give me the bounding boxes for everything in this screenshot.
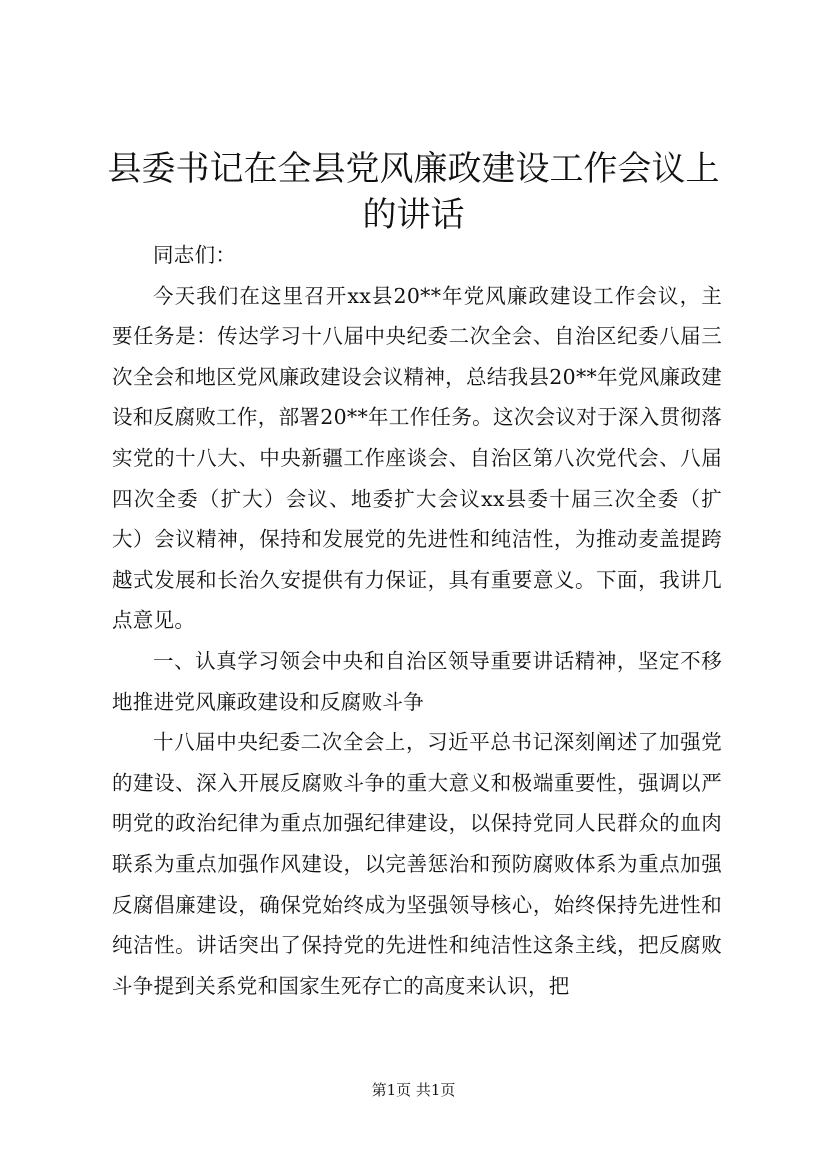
document-title: 县委书记在全县党风廉政建设工作会议上的讲话	[107, 149, 720, 235]
section-heading-1: 一、认真学习领会中央和自治区领导重要讲话精神，坚定不移地推进党风廉政建设和反腐败斗争	[112, 648, 722, 714]
paragraph-section-1: 十八届中央纪委二次全会上，习近平总书记深刻阐述了加强党的建设、深入开展反腐败斗争的重大意义和极端重要性，强调以严明党的政治纪律为重点加强纪律建设，以保持党同人民群众的血肉联系为重点加强作风建设，以完善惩治和预防腐败体系为重点加强反腐倡廉建设，确保党始终成为坚强领导核心，始终保持先进性和纯洁性。讲话突出了保持党的先进性和纯洁性这条主线，把反腐败斗争提到关系党和国家生死存亡的高度来认识，把	[112, 730, 722, 998]
page-number: 第1页 共1页	[371, 1081, 456, 1099]
salutation: 同志们：	[153, 243, 237, 267]
document-body	[112, 235, 722, 1006]
paragraph-intro: 今天我们在这里召开xx县20**年党风廉政建设工作会议，主要任务是：传达学习十八届中央纪委二次全会、自治区纪委八届三次全会和地区党风廉政建设会议精神，总结我县20**年党风廉政建设和反腐败工作，部署20**年工作任务。这次会议对于深入贯彻落实党的十八大、中央新疆工作座谈会、自治区第八次党代会、八届四次全委（扩大）会议、地委扩大会议xx县委十届三次全委（扩大）会议精神，保持和发展党的先进性和纯洁性，为推动麦盖提跨越式发展和长治久安提供有力保证，具有重要意义。下面，我讲几点意见。	[112, 283, 722, 633]
